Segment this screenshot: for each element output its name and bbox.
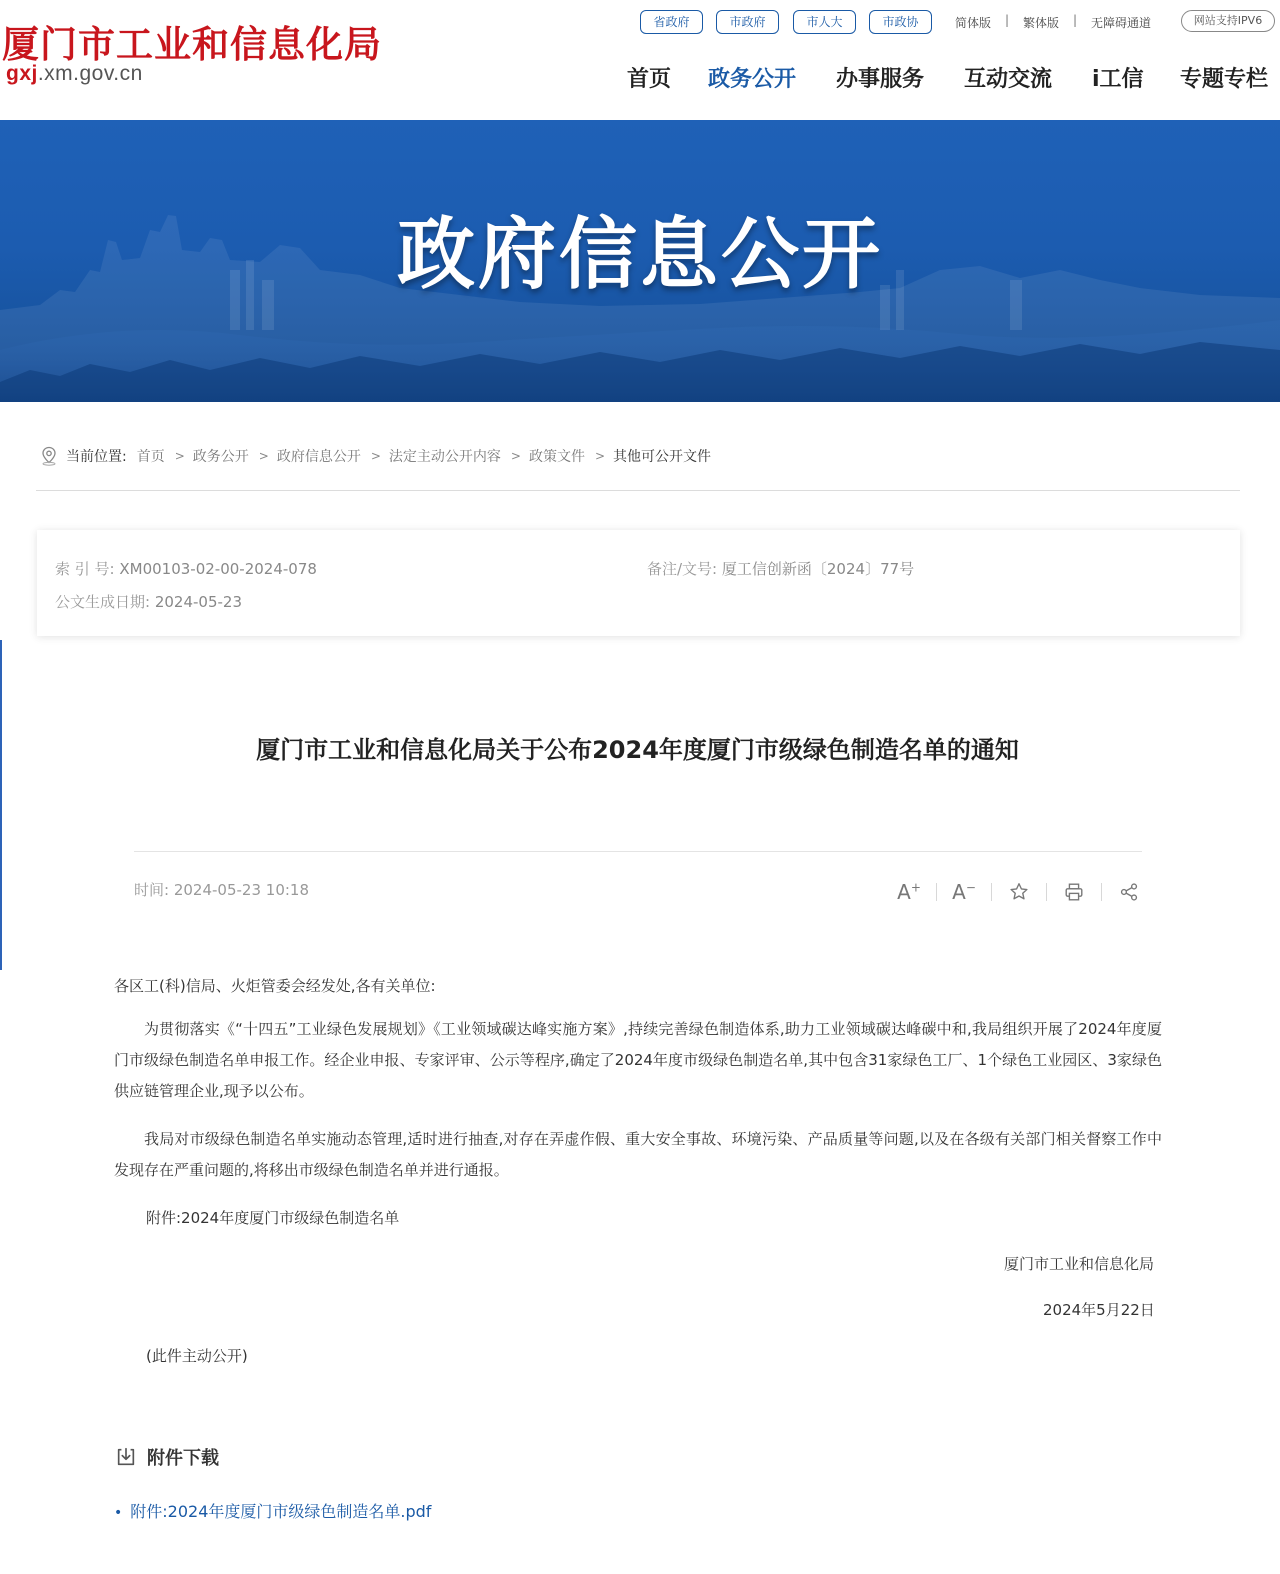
toolbar-separator [936,883,937,901]
attachments-heading-label: 附件下载 [147,1448,219,1469]
document-number-value: 厦工信创新函〔2024〕77号 [721,560,915,578]
site-domain [6,62,143,86]
favorite-button[interactable] [1000,876,1038,908]
index-number-value: XM00103-02-00-2024-078 [119,560,317,578]
location-pin-icon [40,446,58,466]
breadcrumb-separator: > [594,449,606,463]
link-city-npc[interactable]: 市人大 [793,10,856,34]
font-increase-icon: A+ [897,880,921,904]
index-number-key: 索 引 号: [55,560,115,578]
breadcrumb-label: 当前位置: [66,449,127,465]
attachment-link-label: 附件:2024年度厦门市级绿色制造名单.pdf [130,1502,432,1521]
attachment-note: 附件:2024年度厦门市级绿色制造名单 [146,1209,400,1227]
domain-highlight: gxj [6,62,38,85]
top-separator: | [1005,13,1010,27]
attachments-heading [115,1444,219,1470]
banner-title: 政府信息公开 [396,210,883,300]
page-edge-accent [0,640,2,970]
document-date-value: 2024-05-23 [154,593,243,611]
download-icon [115,1446,137,1468]
font-decrease-icon: A− [952,880,976,904]
breadcrumb-divider [36,490,1240,491]
article-toolbar [890,874,1148,910]
link-provincial-gov[interactable]: 省政府 [640,10,703,34]
salutation: 各区工(科)信局、火炬管委会经发处,各有关单位: [114,977,436,995]
publish-time-label: 时间: [134,881,170,899]
share-button[interactable] [1110,876,1148,908]
breadcrumb [40,445,711,467]
font-decrease-button[interactable] [945,876,983,908]
site-logo[interactable]: 厦门市工业和信息化局 [2,22,382,66]
page-banner [0,120,1280,402]
top-separator: | [1073,13,1078,27]
document-date [55,591,242,612]
ipv6-badge: 网站支持IPV6 [1181,10,1275,32]
breadcrumb-policy-docs[interactable]: 政策文件 [528,449,585,465]
toolbar-separator [1046,883,1047,901]
nav-interaction[interactable]: 互动交流 [964,67,1053,92]
nav-home[interactable]: 首页 [627,67,672,92]
index-number [55,558,317,579]
signature: 厦门市工业和信息化局 [1004,1255,1155,1273]
breadcrumb-gov-info[interactable]: 政府信息公开 [276,449,361,465]
paragraph-2: 我局对市级绿色制造名单实施动态管理,适时进行抽查,对存在弄虚作假、重大安全事故、环境污染、产品质量等问题,以及在各级有关部门相关督察工作中发现存在严重问题的,将移出市级绿色制造名单并进行通报。 [114,1130,1162,1179]
breadcrumb-separator: > [258,449,269,463]
document-info-card [37,530,1240,636]
bullet: • [114,1505,123,1521]
nav-services[interactable]: 办事服务 [836,67,925,92]
attachment-link-pdf[interactable] [114,1499,431,1522]
document-number [647,558,914,579]
document-number-key: 备注/文号: [647,560,718,578]
link-accessibility[interactable]: 无障碍通道 [1091,16,1152,30]
sign-date: 2024年5月22日 [1043,1301,1155,1319]
print-button[interactable] [1055,876,1093,908]
font-increase-button[interactable] [890,876,928,908]
link-city-gov[interactable]: 市政府 [716,10,779,34]
breadcrumb-statutory[interactable]: 法定主动公开内容 [388,449,501,465]
printer-icon [1063,881,1085,903]
publish-time [134,879,309,900]
breadcrumb-home[interactable]: 首页 [136,449,165,465]
nav-gov-affairs[interactable]: 政务公开 [708,67,797,92]
link-simplified[interactable]: 简体版 [955,16,992,30]
breadcrumb-separator: > [174,449,185,463]
article-title: 厦门市工业和信息化局关于公布2024年度厦门市级绿色制造名单的通知 [256,736,1019,764]
breadcrumb-gov-affairs[interactable]: 政务公开 [192,449,249,465]
toolbar-separator [1101,883,1102,901]
domain-rest: .xm.gov.cn [37,62,143,85]
nav-special-topics[interactable]: 专题专栏 [1180,67,1269,92]
publish-time-value: 2024-05-23 10:18 [173,881,310,899]
breadcrumb-separator: > [370,449,381,463]
link-traditional[interactable]: 繁体版 [1023,16,1060,30]
breadcrumb-separator: > [510,449,521,463]
paragraph-1: 为贯彻落实《“十四五”工业绿色发展规划》《工业领域碳达峰实施方案》,持续完善绿色制造体系,助力工业领域碳达峰碳中和,我局组织开展了2024年度厦门市级绿色制造名单申报工作。经企业申报、专家评审、公示等程序,确定了2024年度市级绿色制造名单,其中包含31家绿色工厂、1个绿色工业园区、3家绿色供应链管理企业,现予以公布。 [114,1020,1162,1100]
share-icon [1118,881,1140,903]
disclosure-note: (此件主动公开) [146,1347,248,1365]
toolbar-separator [991,883,992,901]
star-icon [1008,881,1030,903]
breadcrumb-current: 其他可公开文件 [613,449,712,465]
title-divider [134,851,1142,852]
link-city-cppcc[interactable]: 市政协 [869,10,932,34]
site-header [0,0,1280,120]
document-date-key: 公文生成日期: [55,593,151,611]
nav-i-industry[interactable]: i工信 [1092,67,1144,92]
